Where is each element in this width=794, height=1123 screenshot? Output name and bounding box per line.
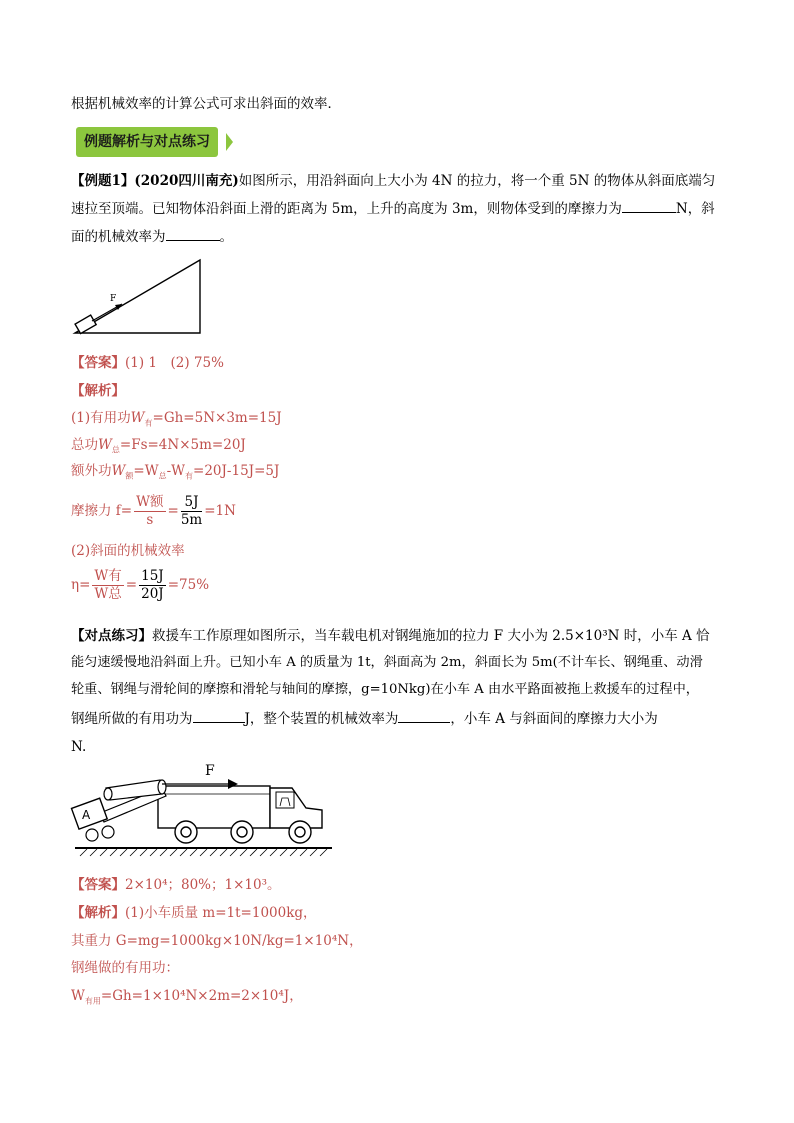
fraction-numerator: 5J xyxy=(181,494,202,512)
extra-work-formula: =20J-15J=5J xyxy=(193,463,280,479)
example-text-3: 面的机械效率为 xyxy=(71,229,166,245)
fraction-denominator: W总 xyxy=(94,586,122,602)
analysis1-tag: 【解析】 xyxy=(71,383,125,399)
fraction-numerator: 15J xyxy=(141,568,164,584)
analysis2-line-4 xyxy=(71,986,303,1012)
fraction-w-over-s xyxy=(134,494,165,529)
answer1-tag: 【答案】 xyxy=(71,355,125,371)
example-text-1: 如图所示，用沿斜面向上大小为 4N 的拉力，将一个重 5N 的物体从斜面底端匀 xyxy=(238,173,716,189)
cart-wheel xyxy=(86,829,98,841)
efficiency-result: =75% xyxy=(167,577,210,593)
w-sub: 有用 xyxy=(84,996,101,1006)
cart-a-label: A xyxy=(82,808,91,822)
fraction-denominator: s xyxy=(146,512,154,528)
analysis2-line-3: 钢绳做的有用功： xyxy=(71,960,179,976)
analysis1-line-1 xyxy=(71,408,282,434)
analysis1-line-6 xyxy=(71,567,209,607)
incline-figure xyxy=(70,255,210,340)
w-sub: 总 xyxy=(111,445,120,455)
practice-line-4 xyxy=(71,709,658,729)
example-source: (2020四川南充) xyxy=(134,173,239,189)
ramp xyxy=(100,780,166,822)
analysis2-line-1 xyxy=(71,903,317,923)
cart-wheel xyxy=(102,826,114,838)
analysis2-text-1: (1)小车质量 m=1t=1000kg， xyxy=(125,905,317,921)
useful-work-formula: =Gh=5N×3m=15J xyxy=(152,410,282,426)
useful-work-blank[interactable] xyxy=(193,710,245,723)
extra-work-label: 额外功 xyxy=(71,463,112,479)
fraction-15j-over-20j xyxy=(139,568,166,603)
equals-sign: = xyxy=(125,577,138,593)
fraction-numerator: W额 xyxy=(136,494,164,510)
analysis1-line-2 xyxy=(71,435,246,461)
force-label: F xyxy=(110,294,117,304)
total-work-label: 总功 xyxy=(71,437,98,453)
ground-hatch xyxy=(80,849,327,856)
answer1-text: (1) 1 (2) 75% xyxy=(125,355,224,371)
practice-line-5: N. xyxy=(71,739,87,755)
rescue-truck-figure xyxy=(70,758,340,858)
w-sub: 额 xyxy=(125,471,134,481)
heading-arrow-icon xyxy=(226,133,233,151)
analysis2-tag: 【解析】 xyxy=(71,905,125,921)
analysis1-line-5: (2)斜面的机械效率 xyxy=(71,543,185,559)
w-symbol: W xyxy=(71,988,85,1004)
intro-text: 根据机械效率的计算公式可求出斜面的效率． xyxy=(71,96,341,112)
w-sub: 总 xyxy=(158,471,167,481)
answer2-text: 2×10⁴；80%；1×10³。 xyxy=(125,877,281,893)
fraction-denominator: 20J xyxy=(141,586,164,602)
useful-work-result: =Gh=1×10⁴N×2m=2×10⁴J， xyxy=(100,988,303,1004)
section-heading: 例题解析与对点练习 xyxy=(76,127,218,157)
analysis1-line-4 xyxy=(71,493,236,533)
analysis1-line-3 xyxy=(71,461,279,487)
w-symbol: W xyxy=(130,410,145,426)
friction-result: =1N xyxy=(204,503,236,519)
cab-window xyxy=(276,792,294,808)
practice-text-4c: ，小车 A 与斜面间的摩擦力大小为 xyxy=(450,711,658,727)
practice-line-3: 轮重、钢绳与滑轮间的摩擦和滑轮与轴间的摩擦，g=10Nkg)在小车 A 由水平路面被拖上救援车的过程中， xyxy=(71,682,699,697)
practice-text-1: 救援车工作原理如图所示，当车载电机对钢绳施加的拉力 F 大小为 2.5×10³N 时，小车 A 恰 xyxy=(152,628,710,644)
truck-bed xyxy=(158,786,270,828)
efficiency-blank[interactable] xyxy=(166,228,220,241)
efficiency-blank-2[interactable] xyxy=(398,710,450,723)
practice-line-2: 能匀速缓慢地沿斜面上升。已知小车 A 的质量为 1t，斜面高为 2m，斜面长为 5m(不计车长、钢绳重、动滑 xyxy=(71,655,703,670)
example-text-3b: 。 xyxy=(219,229,233,245)
w-sub: 有 xyxy=(144,418,153,428)
equals-sign: = xyxy=(167,503,179,519)
example-text-2: 速拉至顶端。已知物体沿斜面上滑的距离为 5m，上升的高度为 3m，则物体受到的摩擦力为 xyxy=(71,201,622,217)
friction-label: 摩擦力 f= xyxy=(71,503,133,519)
eta-label: η= xyxy=(71,577,91,593)
example-tag: 【例题1】 xyxy=(71,173,135,189)
analysis2-line-2: 其重力 G=mg=1000kg×10N/kg=1×10⁴N， xyxy=(71,933,363,949)
extra-work-minus: -W xyxy=(166,463,186,479)
answer2-line xyxy=(71,875,281,895)
practice-line-1 xyxy=(71,626,710,646)
w-symbol: W xyxy=(98,437,112,453)
example-line-3 xyxy=(71,227,233,247)
example-text-2b: N，斜 xyxy=(675,201,715,217)
answer2-tag: 【答案】 xyxy=(71,877,125,893)
practice-tag: 【对点练习】 xyxy=(71,628,152,644)
practice-text-4b: J，整个装置的机械效率为 xyxy=(244,711,399,727)
fraction-numerator: W有 xyxy=(94,568,122,584)
w-sub: 有 xyxy=(185,471,194,481)
incline-block xyxy=(75,315,96,334)
fraction-denominator: 5m xyxy=(180,512,203,528)
practice-text-4a: 钢绳所做的有用功为 xyxy=(71,711,193,727)
force-f-label: F xyxy=(205,763,215,779)
w-symbol: W xyxy=(111,463,126,479)
useful-work-label: (1)有用功 xyxy=(71,410,131,426)
example-line-1 xyxy=(71,171,715,191)
extra-work-eq: =W xyxy=(133,463,159,479)
friction-blank[interactable] xyxy=(622,200,676,213)
answer1-line xyxy=(71,353,224,373)
total-work-formula: =Fs=4N×5m=20J xyxy=(119,437,246,453)
fraction-wuse-over-wtotal xyxy=(92,568,123,603)
fraction-5j-over-5m xyxy=(181,494,202,529)
example-line-2 xyxy=(71,199,715,219)
